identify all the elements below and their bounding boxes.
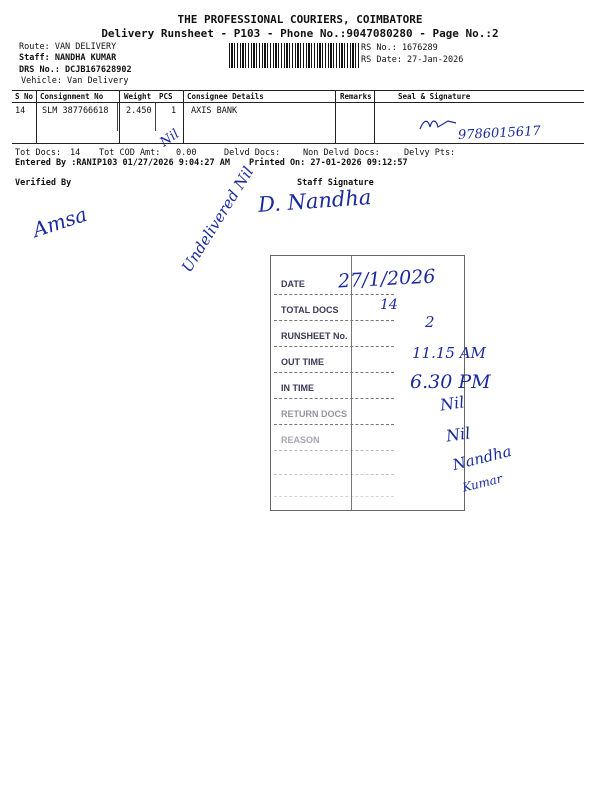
stamp-total-value: 14 (380, 297, 398, 313)
drs-label: DRS No.: DCJB167628902 (19, 65, 132, 75)
col-header-sno: S No (15, 92, 34, 101)
stamp-label-out-time: OUT TIME (281, 357, 324, 367)
table-header-border (12, 102, 584, 103)
rs-number: RS No.: 1676289 (361, 43, 438, 53)
verified-signature: Amsa (29, 201, 90, 243)
staff-signature-label: Staff Signature (297, 178, 374, 188)
verified-by-label: Verified By (15, 178, 72, 188)
stamp-label-return: RETURN DOCS (281, 409, 348, 419)
col-divider (335, 90, 336, 143)
stamp-divider (274, 474, 394, 475)
runsheet-title: Delivery Runsheet - P103 - Phone No.:9047080280 - Page No.:2 (101, 27, 499, 40)
barcode (229, 43, 359, 68)
col-divider (36, 90, 37, 143)
col-header-seal: Seal & Signature (398, 92, 471, 101)
stamp-reason-value: Nil (444, 423, 472, 446)
stamp-out-time-value: 11.15 AM (412, 344, 486, 362)
col-header-consignee: Consignee Details (187, 92, 264, 101)
table-top-border (12, 90, 584, 91)
col-header-pcs: PCS (159, 92, 173, 101)
stamp-label-total: TOTAL DOCS (281, 305, 339, 315)
side-note: Undelivered Nil (178, 163, 258, 276)
row-pcs: 1 (171, 106, 177, 116)
company-name: THE PROFESSIONAL COURIERS, COIMBATORE (177, 13, 423, 26)
stamp-label-in-time: IN TIME (281, 383, 314, 393)
tot-cod-label: Tot COD Amt: (99, 148, 161, 158)
tot-docs-value: 14 (70, 148, 81, 158)
stamp-divider (274, 294, 394, 295)
col-divider (374, 90, 375, 143)
tot-cod-value: 0.00 (176, 148, 197, 158)
stamp-divider (274, 424, 394, 425)
vehicle-label: Vehicle: Van Delivery (21, 76, 129, 86)
staff-signature: D. Nandha (257, 185, 373, 217)
rs-date: RS Date: 27-Jan-2026 (361, 55, 464, 65)
row-handwritten-phone: 9786015617 (457, 123, 542, 144)
row-weight: 2.450 (126, 106, 152, 116)
stamp-divider (274, 346, 394, 347)
stamp-label-date: DATE (281, 279, 305, 289)
printed-on: Printed On: 27-01-2026 09:12:57 (249, 158, 408, 168)
route-label: Route: VAN DELIVERY (19, 42, 117, 52)
stamp-runsheet-value: 2 (425, 313, 435, 331)
table-bottom-border (12, 143, 584, 144)
stamp-divider (274, 372, 394, 373)
row-handwritten-mark: Nil (157, 126, 183, 151)
stamp-date-value: 27/1/2026 (337, 265, 436, 293)
stamp-label-runsheet: RUNSHEET No. (281, 331, 348, 341)
col-divider (183, 90, 184, 143)
col-header-remarks: Remarks (340, 92, 372, 101)
row-sno: 14 (15, 106, 26, 116)
non-delvd-docs-label: Non Delvd Docs: (303, 148, 380, 158)
row-consignee: AXIS BANK (191, 106, 238, 116)
delvy-pts-label: Delvy Pts: (404, 148, 456, 158)
stamp-label-reason: REASON (281, 435, 320, 445)
row-consignment: SLM 387766618 (42, 106, 109, 116)
stamp-divider (274, 450, 394, 451)
stamp-return-value: Nil (438, 392, 466, 415)
stamp-divider (274, 398, 394, 399)
stamp-divider (274, 320, 394, 321)
stamp-sign-surname: Kumar (460, 471, 504, 495)
row-scribble (418, 115, 458, 135)
staff-label: Staff: NANDHA KUMAR (19, 53, 117, 63)
stamp-divider (274, 496, 394, 497)
col-header-consignment: Consignment No (40, 92, 104, 101)
col-header-weight: Weight (124, 92, 152, 101)
entered-by: Entered By :RANIP103 01/27/2026 9:04:27 AM (15, 158, 230, 168)
stamp-sign-name: Nandha (450, 442, 514, 474)
stamp-in-time-value: 6.30 PM (410, 371, 491, 393)
tot-docs-label: Tot Docs: (15, 148, 62, 158)
delvd-docs-label: Delvd Docs: (224, 148, 281, 158)
